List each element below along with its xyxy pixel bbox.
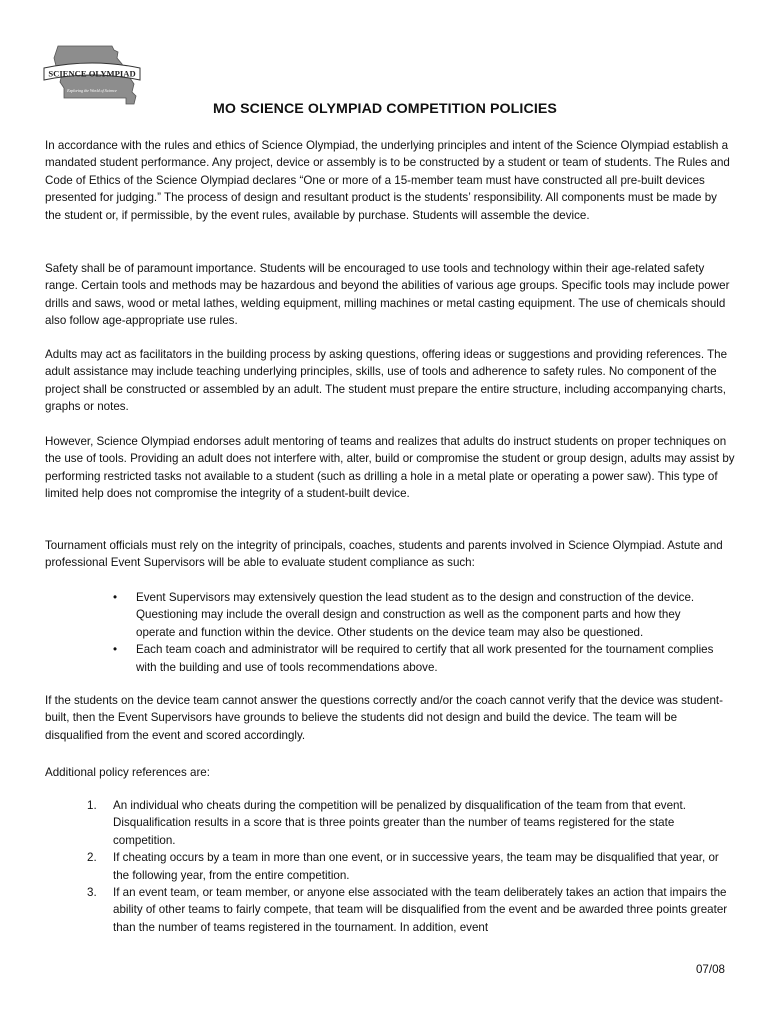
policy-item — [87, 849, 732, 884]
paragraph-ethics: In accordance with the rules and ethics of Science Olympiad, the underlying principles and intent of the Science Olympiad establish a mandated student performance. Any project, device or assembly is to be constructed by a student or team of students. The Rules and Code of Ethics of the Science Olympiad declares “One or more of a 15-member team must have constructed all pre-built devices presented for judging.” The process of design and resultant product is the students’ responsibility. All components must be made by the student or, if permissible, by the event rules, available by purchase. Students will assemble the device. — [45, 139, 730, 222]
policy-number: 2. — [87, 851, 97, 865]
policy-text: An individual who cheats during the competition will be penalized by disqualification of the team from that event. Disqualification results in a score that is three points greater than the number of teams registered for the state competition. — [113, 799, 686, 847]
policy-number: 1. — [87, 799, 97, 812]
logo-tagline: Exploring the World of Science — [67, 88, 117, 93]
footer-date: 07/08 — [695, 963, 725, 976]
paragraph-officials: Tournament officials must rely on the integrity of principals, coaches, students and parents involved in Science Olympiad. Astute and professional Event Supervisors will be able to evaluate student compliance as such: — [45, 539, 723, 570]
paragraph-mentoring: However, Science Olympiad endorses adult mentoring of teams and realizes that adults do instruct students on proper techniques on the use of tools. Providing an adult does not interfere with, alter, build or compromise the student or group design, adults may assist by performing restricted tasks not available to a student (such as drilling a hole in a metal plate or operating a power saw). This type of limited help does not compromise the integrity of a student-built device. — [45, 435, 735, 501]
bullet-item — [113, 641, 718, 676]
paragraph-adults: Adults may act as facilitators in the building process by asking questions, offering ideas or suggestions and providing references. The adult assistance may include teaching underlying principles, skills, use of tools and adherence to safety rules. No component of the project shall be constructed or assembled by an adult. The student must prepare the entire structure, including accompanying charts, graphs or notes. — [45, 348, 728, 414]
bullet-icon: • — [113, 643, 118, 657]
bullet-item — [113, 589, 718, 641]
policy-text: If an event team, or team member, or anyone else associated with the team deliberately takes an action that impairs the ability of other teams to fairly compete, that team will be disqualified from the event and be awarded three points greater than the number of teams registered in the tournament. In addition, event — [113, 886, 728, 934]
page-title: MO SCIENCE OLYMPIAD COMPETITION POLICIES — [212, 101, 557, 117]
bullet-icon: • — [113, 591, 118, 604]
policy-list — [87, 797, 732, 936]
policy-number: 3. — [87, 886, 97, 900]
compliance-bullet-list — [113, 589, 718, 676]
paragraph-disqualification: If the students on the device team cannot answer the questions correctly and/or the coach cannot verify that the device was student-built, then the Event Supervisors have grounds to believe the students did not design and build the device. The team will be disqualified from the event and scored accordingly. — [45, 694, 723, 742]
policy-text: If cheating occurs by a team in more than one event, or in successive years, the team may be disqualified that year, or the following year, from the entire competition. — [113, 851, 719, 882]
science-olympiad-logo — [42, 44, 142, 106]
additional-heading: Additional policy references are: — [45, 766, 210, 779]
paragraph-safety: Safety shall be of paramount importance. Students will be encouraged to use tools and technology within their age-related safety range. Certain tools and methods may be hazardous and beyond the abilities of various age groups. Specific tools may include power drills and saws, wood or metal lathes, welding equipment, milling machines or metal casting equipment. The use of chemicals should also follow age-appropriate use rules. — [45, 262, 730, 328]
bullet-text: Event Supervisors may extensively question the lead student as to the design and construction of the device. Questioning may include the overall design and construction as well as the component parts and how they operate and function within the device. Other students on the device team may also be questioned. — [136, 591, 695, 639]
policy-item — [87, 797, 732, 849]
logo-wordmark: SCIENCE OLYMPIAD — [48, 68, 136, 79]
bullet-text: Each team coach and administrator will be required to certify that all work presented for the tournament complies with the building and use of tools recommendations above. — [136, 643, 714, 674]
policy-item — [87, 884, 732, 936]
